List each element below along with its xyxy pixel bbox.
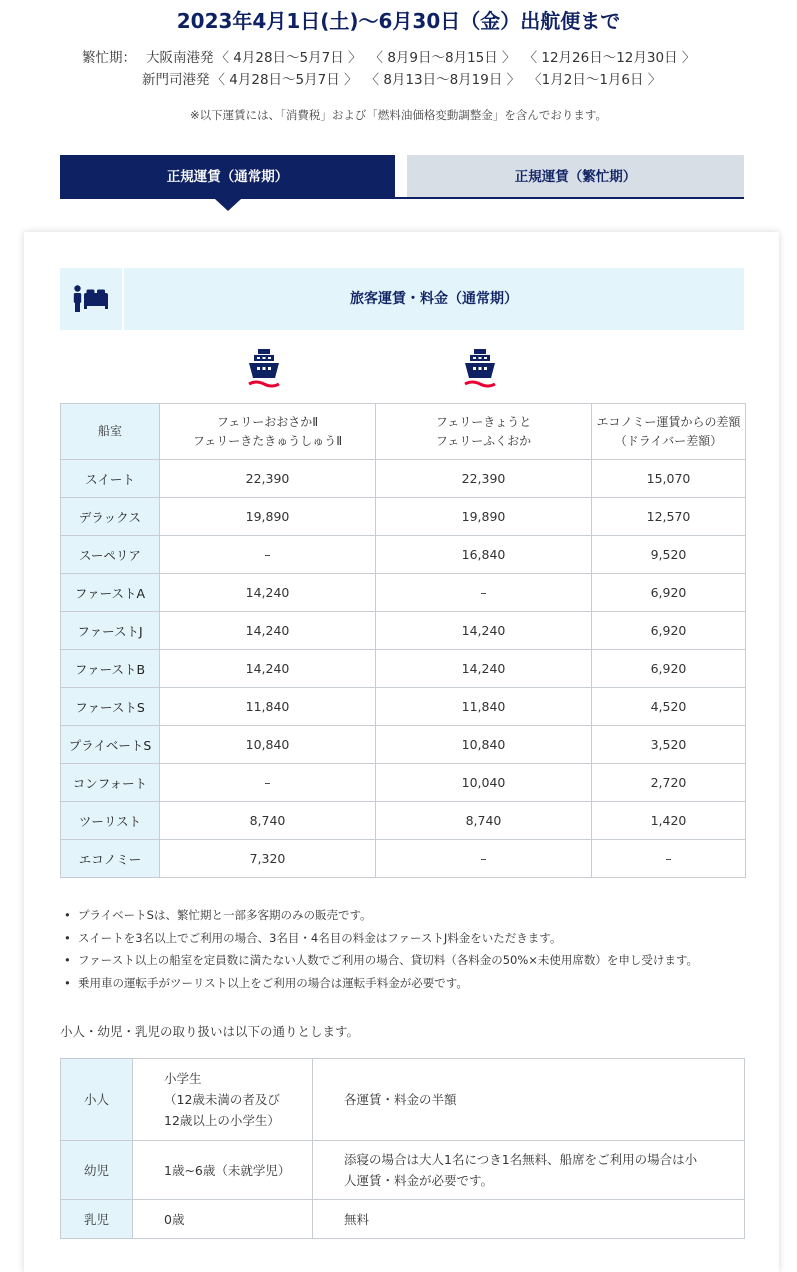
child-age-line: 12歳以上の小学生） <box>164 1113 280 1128</box>
fare-cell: 2,720 <box>592 764 746 802</box>
fare-cell: 11,840 <box>160 688 376 726</box>
child-rule <box>313 1059 745 1141</box>
tabs-underline <box>60 197 744 199</box>
table-row <box>61 650 746 688</box>
section-icon-box <box>60 268 124 330</box>
fare-cell: 6,920 <box>592 612 746 650</box>
moji-port-label: 新門司港発 <box>142 72 210 88</box>
room-name: スーペリア <box>61 536 160 574</box>
page-headline: 2023年4月1日(土)〜6月30日（金）出航便まで <box>176 9 621 33</box>
list-item: • 乗用車の運転手がツーリスト以上をご利用の場合は運転手料金が必要です。 <box>64 972 764 995</box>
busy-season-label: 繁忙期： <box>82 50 136 66</box>
list-item: • スイートを3名以上でご利用の場合、3名目・4名目の料金はファーストJ料金をいただきます。 <box>64 927 764 950</box>
section-title: 旅客運賃・料金（通常期） <box>350 291 518 307</box>
header-ferry-osaka-line2: フェリーきたきゅうしゅうⅡ <box>192 433 343 448</box>
osaka-period: 〈 8月9日〜8月15日 〉 <box>369 50 516 66</box>
table-row <box>61 1141 745 1200</box>
fare-cell: 8,740 <box>160 802 376 840</box>
child-age <box>133 1200 313 1239</box>
osaka-period: 〈 4月28日〜5月7日 〉 <box>215 50 362 66</box>
ship-icon <box>462 348 498 390</box>
header-ferry-kyoto <box>376 404 592 460</box>
fare-cell: 8,740 <box>376 802 592 840</box>
fare-cell: 6,920 <box>592 574 746 612</box>
room-name: エコノミー <box>61 840 160 878</box>
fare-cell: 3,520 <box>592 726 746 764</box>
fare-cell: 10,040 <box>376 764 592 802</box>
fare-cell: 22,390 <box>160 460 376 498</box>
child-rule-line: 各運賃・料金の半額 <box>344 1092 457 1107</box>
table-row <box>61 726 746 764</box>
table-row <box>61 1059 745 1141</box>
room-name: プライベートS <box>61 726 160 764</box>
child-rule <box>313 1200 745 1239</box>
header-ferry-kyoto-line2: フェリーふくおか <box>435 433 532 448</box>
fare-cell: – <box>160 764 376 802</box>
header-driver-diff-line1: エコノミー運賃からの差額 <box>596 414 741 429</box>
child-age-line: 1歳~6歳（未就学児） <box>164 1162 291 1178</box>
header-room: 船室 <box>61 404 160 460</box>
child-category: 乳児 <box>61 1200 133 1239</box>
busy-season-info <box>82 47 703 91</box>
table-row <box>61 498 746 536</box>
header-ferry-osaka-line1: フェリーおおさかⅡ <box>216 414 319 429</box>
room-name: コンフォート <box>61 764 160 802</box>
table-row <box>61 536 746 574</box>
room-name: ファーストS <box>61 688 160 726</box>
fare-notes <box>64 904 764 994</box>
child-age <box>133 1141 313 1200</box>
room-name: ツーリスト <box>61 802 160 840</box>
fare-cell: 11,840 <box>376 688 592 726</box>
fare-cell: 14,240 <box>160 650 376 688</box>
table-row <box>61 840 746 878</box>
child-rule-line: 添寝の場合は大人1名につき1名無料、船席をご利用の場合は小 <box>344 1152 698 1167</box>
tab-busy-season[interactable]: 正規運賃（繁忙期） <box>407 155 744 197</box>
fare-cell: 6,920 <box>592 650 746 688</box>
header-driver-diff-line2: （ドライバー差額） <box>614 433 723 448</box>
table-row <box>61 460 746 498</box>
fare-cell: 14,240 <box>376 612 592 650</box>
fare-cell: 15,070 <box>592 460 746 498</box>
child-rule <box>313 1141 745 1200</box>
fare-cell: 9,520 <box>592 536 746 574</box>
child-age <box>133 1059 313 1141</box>
fare-cell: 16,840 <box>376 536 592 574</box>
header-driver-diff <box>592 404 746 460</box>
fare-season-tabs <box>60 155 744 199</box>
fare-cell: – <box>592 840 746 878</box>
list-item: • プライベートSは、繁忙期と一部多客期のみの販売です。 <box>64 904 764 927</box>
child-rule-line: 人運賃・料金が必要です。 <box>344 1173 494 1188</box>
osaka-period: 〈 12月26日〜12月30日 〉 <box>523 50 696 66</box>
child-category: 幼児 <box>61 1141 133 1200</box>
tab-normal-season[interactable]: 正規運賃（通常期） <box>60 155 395 197</box>
tax-note: ※以下運賃には、「消費税」および「燃料油価格変動調整金」を含んでおります。 <box>190 108 607 122</box>
room-name: ファーストJ <box>61 612 160 650</box>
fare-cell: 12,570 <box>592 498 746 536</box>
table-row <box>61 764 746 802</box>
room-name: ファーストA <box>61 574 160 612</box>
fare-cell: 19,890 <box>376 498 592 536</box>
child-age-line: （12歳未満の者及び <box>164 1092 280 1107</box>
fare-cell: 10,840 <box>160 726 376 764</box>
moji-period: 〈 8月13日〜8月19日 〉 <box>365 72 521 88</box>
child-age-line: 0歳 <box>164 1211 185 1227</box>
section-header <box>60 268 744 330</box>
moji-period: 〈 4月28日〜5月7日 〉 <box>211 72 358 88</box>
room-name: スイート <box>61 460 160 498</box>
fare-cell: 14,240 <box>160 612 376 650</box>
fare-cell: – <box>376 840 592 878</box>
child-age-line: 小学生 <box>164 1071 202 1086</box>
fare-cell: 10,840 <box>376 726 592 764</box>
osaka-port-label: 大阪南港発 <box>146 50 214 66</box>
header-ferry-kyoto-line1: フェリーきょうと <box>435 414 532 429</box>
ship-icon <box>246 348 282 390</box>
child-rule-line: 無料 <box>344 1211 370 1227</box>
fare-table <box>60 403 746 878</box>
fare-cell: 14,240 <box>160 574 376 612</box>
fare-cell: 1,420 <box>592 802 746 840</box>
fare-cell: 4,520 <box>592 688 746 726</box>
room-name: デラックス <box>61 498 160 536</box>
table-row <box>61 802 746 840</box>
fare-cell: – <box>160 536 376 574</box>
moji-period: 〈1月2日〜1月6日 〉 <box>528 72 662 88</box>
fare-cell: – <box>376 574 592 612</box>
fare-cell: 22,390 <box>376 460 592 498</box>
child-fare-table <box>60 1058 745 1239</box>
person-bed-icon <box>73 285 111 313</box>
table-row <box>61 574 746 612</box>
fare-cell: 14,240 <box>376 650 592 688</box>
child-category: 小人 <box>61 1059 133 1141</box>
table-row <box>61 612 746 650</box>
active-tab-indicator <box>215 199 241 211</box>
child-fare-intro: 小人・幼児・乳児の取り扱いは以下の通りとします。 <box>60 1024 360 1039</box>
header-ferry-osaka <box>160 404 376 460</box>
fare-card <box>24 232 779 1272</box>
room-name: ファーストB <box>61 650 160 688</box>
table-row <box>61 1200 745 1239</box>
fare-table-header-row <box>61 404 746 460</box>
list-item: • ファースト以上の船室を定員数に満たない人数でご利用の場合、貸切料（各料金の50%×未使用席数）を申し受けます。 <box>64 949 764 972</box>
table-row <box>61 688 746 726</box>
fare-cell: 19,890 <box>160 498 376 536</box>
fare-cell: 7,320 <box>160 840 376 878</box>
